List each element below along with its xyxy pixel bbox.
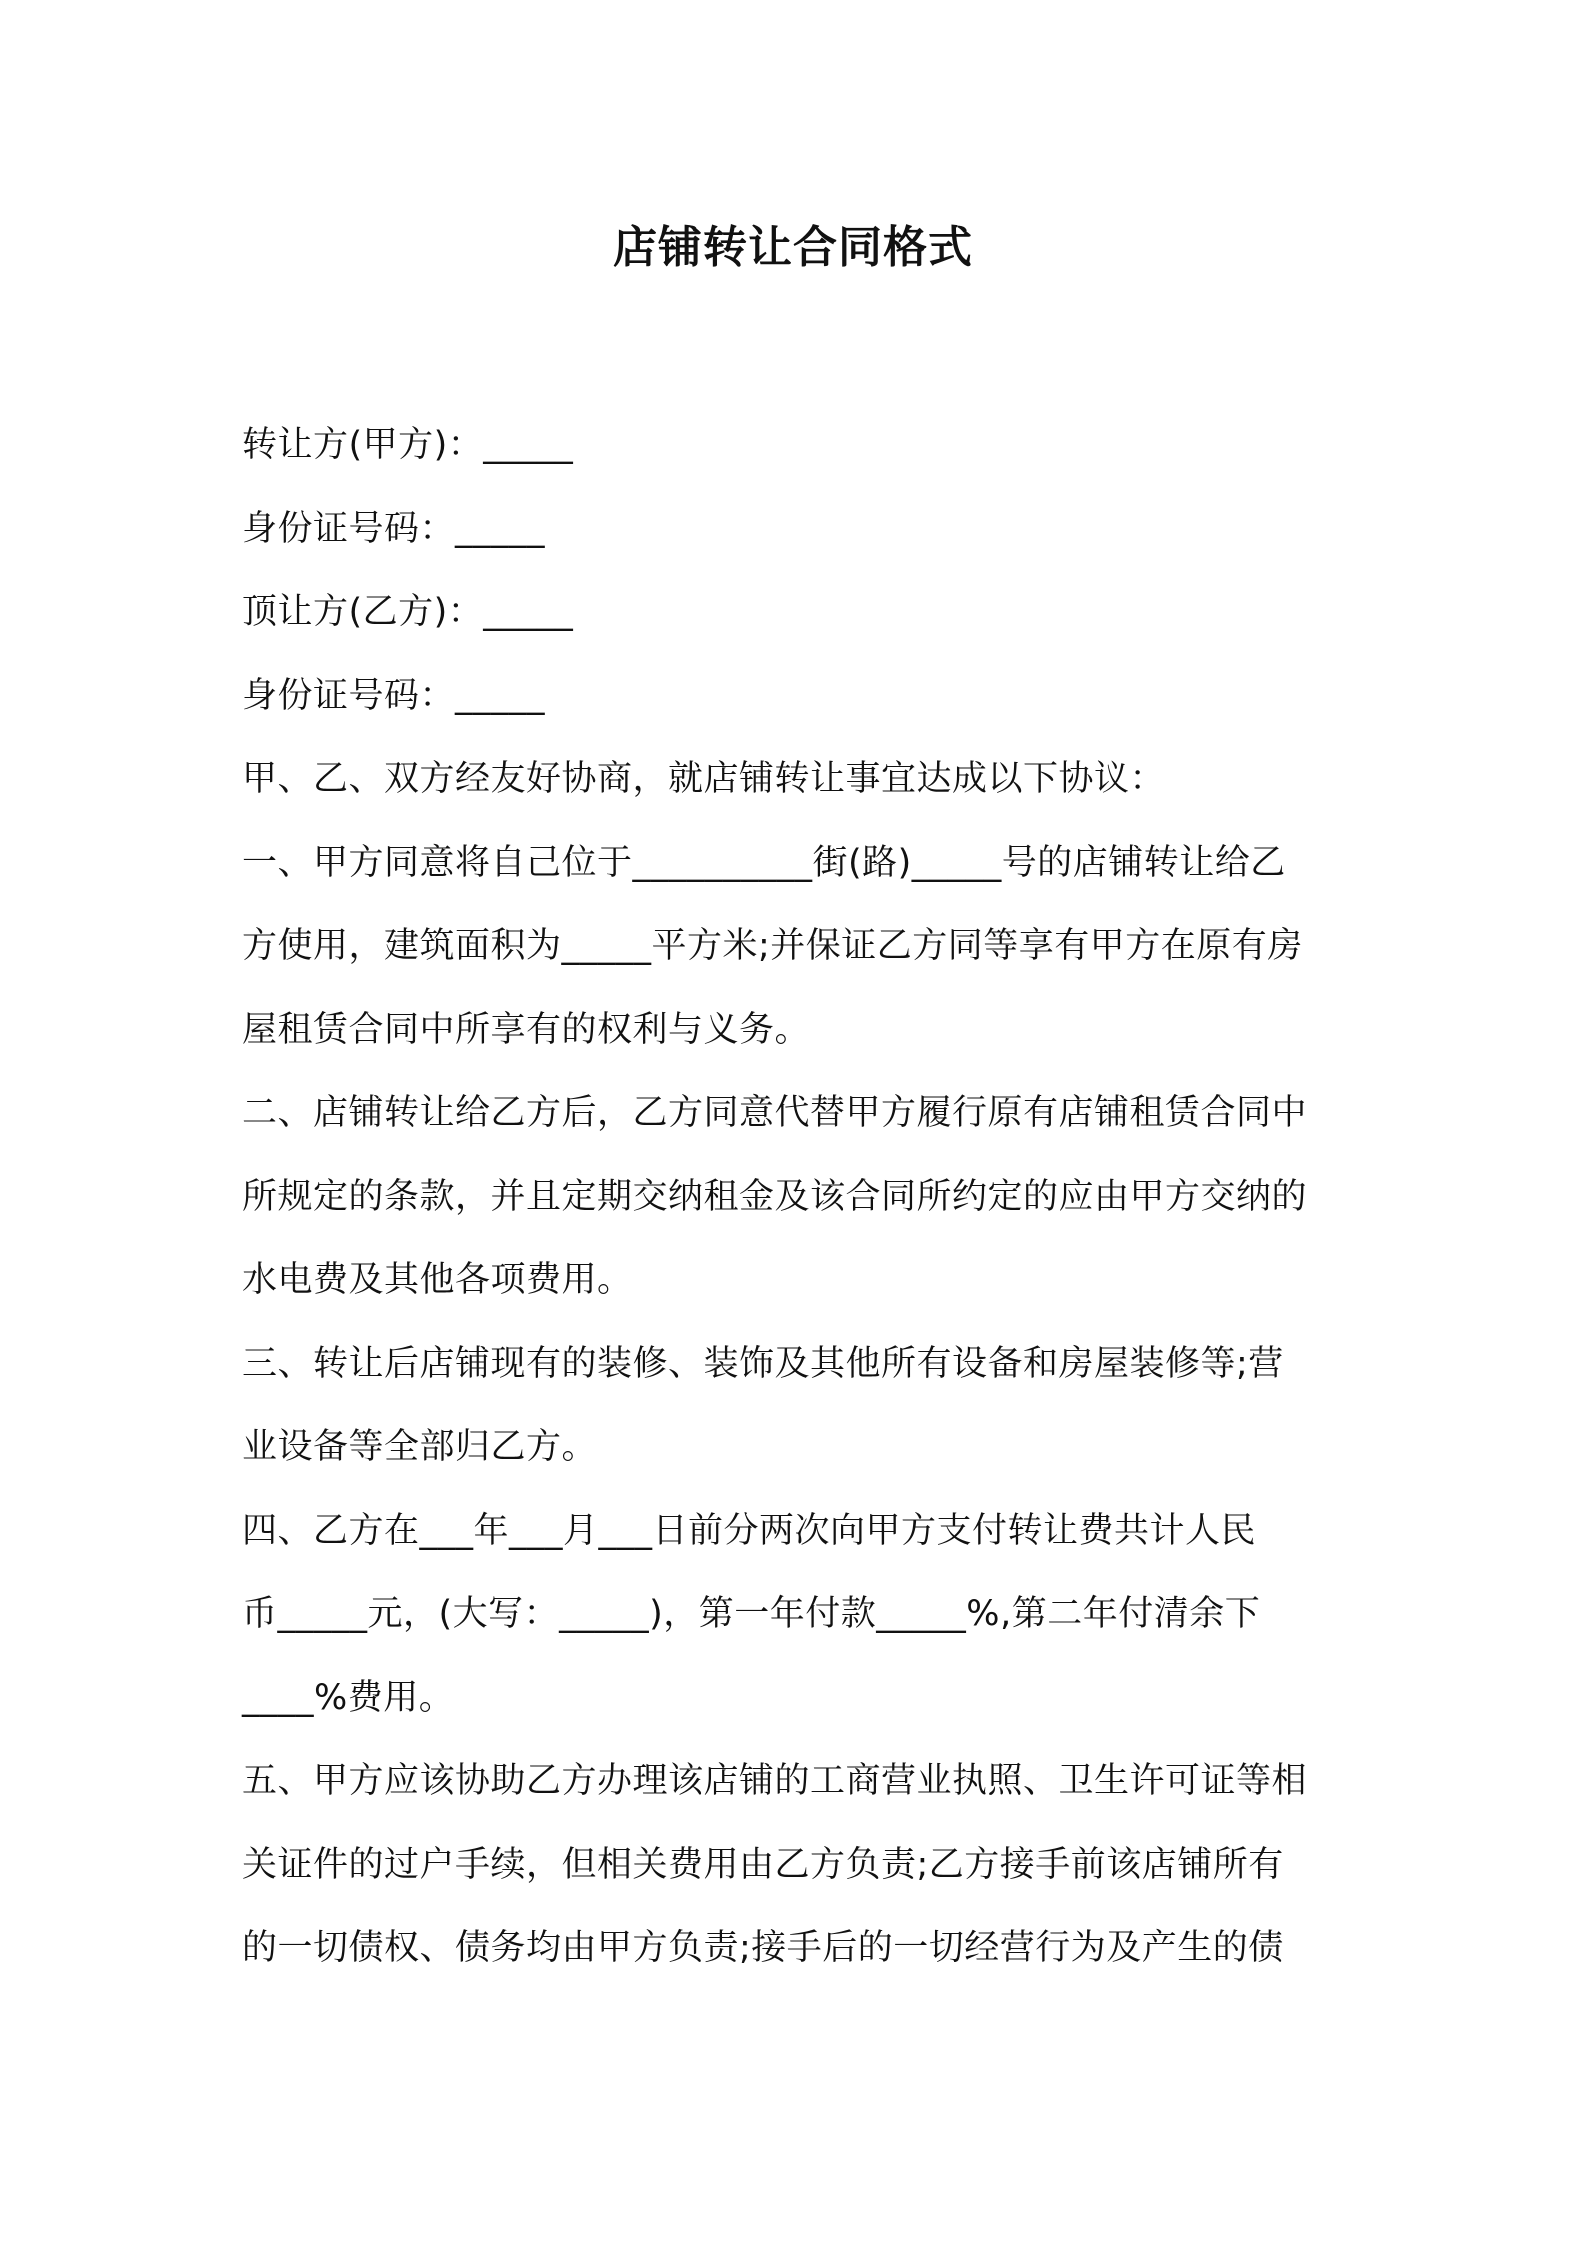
clause-2-line-3: 水电费及其他各项费用。 bbox=[242, 1260, 633, 1300]
document-title: 店铺转让合同格式 bbox=[613, 222, 973, 273]
clause-2-line-2: 所规定的条款，并且定期交纳租金及该合同所约定的应由甲方交纳的 bbox=[242, 1176, 1308, 1217]
party-b-id-line: 身份证号码：_____ bbox=[242, 675, 546, 716]
clause-4-line-2: 币_____元，(大写：_____)，第一年付款_____%,第二年付清余下 bbox=[242, 1594, 1261, 1634]
clause-1-line-3: 屋租赁合同中所享有的权利与义务。 bbox=[242, 1009, 811, 1050]
party-a-line: 转让方(甲方)：_____ bbox=[242, 425, 574, 465]
clause-5-line-2: 关证件的过户手续，但相关费用由乙方负责;乙方接手前该店铺所有 bbox=[242, 1844, 1284, 1885]
clause-4-line-1: 四、乙方在___年___月___日前分两次向甲方支付转让费共计人民 bbox=[242, 1510, 1257, 1551]
clause-5-line-3: 的一切债权、债务均由甲方负责;接手后的一切经营行为及产生的债 bbox=[242, 1928, 1284, 1968]
clause-2-line-1: 二、店铺转让给乙方后，乙方同意代替甲方履行原有店铺租赁合同中 bbox=[242, 1093, 1308, 1133]
party-a-id-line: 身份证号码：_____ bbox=[242, 508, 546, 549]
party-b-line: 顶让方(乙方)：_____ bbox=[242, 592, 574, 632]
clause-3-line-2: 业设备等全部归乙方。 bbox=[242, 1427, 598, 1467]
clause-5-line-1: 五、甲方应该协助乙方办理该店铺的工商营业执照、卫生许可证等相 bbox=[242, 1761, 1308, 1801]
document-body bbox=[242, 404, 1358, 1991]
clause-3-line-1: 三、转让后店铺现有的装修、装饰及其他所有设备和房屋装修等;营 bbox=[242, 1343, 1284, 1384]
clause-1-line-1: 一、甲方同意将自己位于__________街(路)_____号的店铺转让给乙 bbox=[242, 842, 1286, 883]
clause-1-line-2: 方使用，建筑面积为_____平方米;并保证乙方同等享有甲方在原有房 bbox=[242, 926, 1303, 966]
clause-4-line-3: ____%费用。 bbox=[242, 1677, 455, 1718]
preamble-line: 甲、乙、双方经友好协商，就店铺转让事宜达成以下协议： bbox=[242, 759, 1166, 799]
